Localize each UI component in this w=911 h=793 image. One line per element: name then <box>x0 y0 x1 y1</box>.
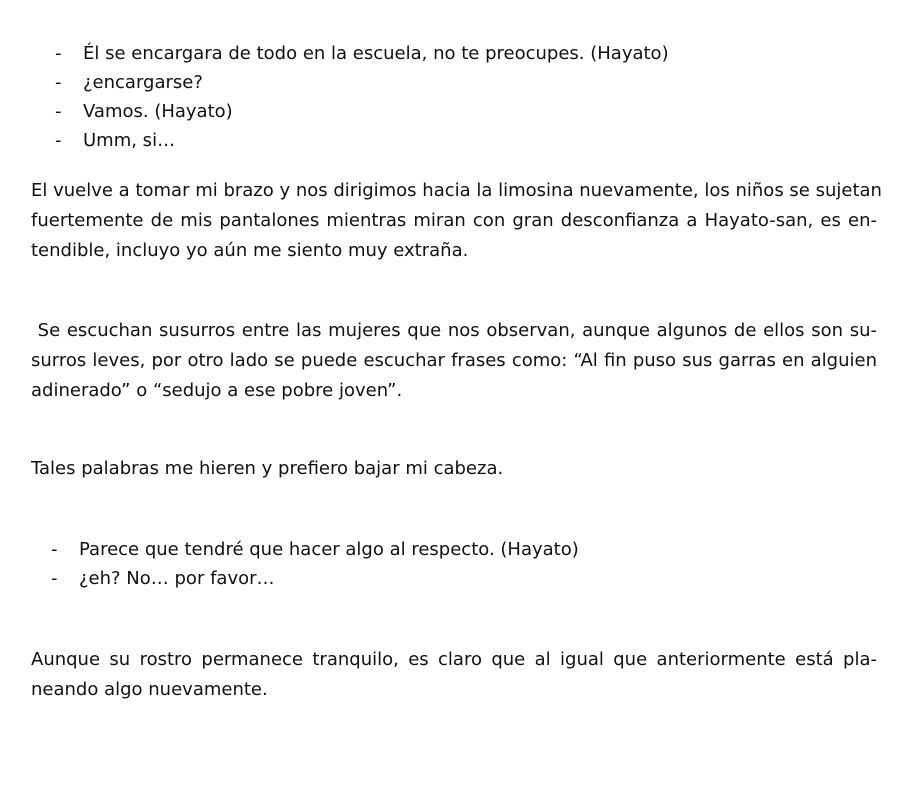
paragraph-line: neando algo nuevamente. <box>31 679 268 700</box>
narrative-paragraph-4 <box>31 645 877 705</box>
dialogue-dash: - <box>51 539 58 560</box>
dialogue-text: Él se encargara de todo en la escuela, no te preocupes. (Hayato) <box>83 43 669 64</box>
dialogue-block-2 <box>51 535 579 593</box>
narrative-paragraph-1 <box>31 176 882 266</box>
dialogue-line <box>55 39 669 68</box>
dialogue-text: Parece que tendré que hacer algo al respecto. (Hayato) <box>79 539 579 560</box>
paragraph-line: surros leves, por otro lado se puede escuchar frases como: “Al fin puso sus garras en alguien <box>31 350 877 371</box>
narrative-paragraph-2 <box>31 316 877 406</box>
dialogue-text: ¿eh? No… por favor… <box>79 568 275 589</box>
dialogue-text: ¿encargarse? <box>83 72 203 93</box>
dialogue-block-1 <box>55 39 669 155</box>
paragraph-line: Aunque su rostro permanece tranquilo, es claro que al igual que anteriormente está pla- <box>31 649 877 670</box>
paragraph-line: Tales palabras me hieren y prefiero bajar mi cabeza. <box>31 458 504 479</box>
dialogue-dash: - <box>55 101 62 122</box>
dialogue-dash: - <box>55 72 62 93</box>
dialogue-line <box>55 68 669 97</box>
dialogue-dash: - <box>55 130 62 151</box>
dialogue-line <box>55 97 669 126</box>
dialogue-line <box>51 564 579 593</box>
dialogue-line <box>55 126 669 155</box>
paragraph-line: adinerado” o “sedujo a ese pobre joven”. <box>31 380 403 401</box>
paragraph-line: Se escuchan susurros entre las mujeres que nos observan, aunque algunos de ellos son su- <box>31 320 877 341</box>
paragraph-line: tendible, incluyo yo aún me siento muy extraña. <box>31 240 469 261</box>
dialogue-dash: - <box>55 43 62 64</box>
dialogue-text: Vamos. (Hayato) <box>83 101 233 122</box>
dialogue-dash: - <box>51 568 58 589</box>
dialogue-line <box>51 535 579 564</box>
narrative-paragraph-3 <box>31 454 877 484</box>
paragraph-line: El vuelve a tomar mi brazo y nos dirigimos hacia la limosina nuevamente, los niños se sujetan <box>31 180 882 201</box>
paragraph-line: fuertemente de mis pantalones mientras miran con gran desconfianza a Hayato-san, es en- <box>31 210 877 231</box>
dialogue-text: Umm, si… <box>83 130 176 151</box>
